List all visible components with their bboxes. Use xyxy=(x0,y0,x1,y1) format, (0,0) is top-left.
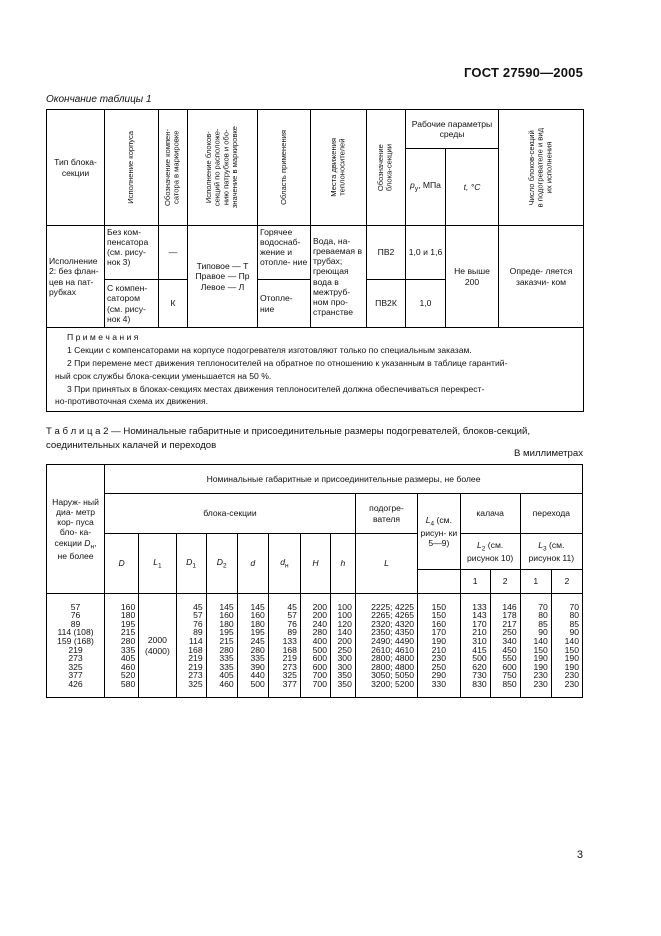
units-label: В миллиметрах xyxy=(513,448,583,459)
table2-cell: 550 xyxy=(502,653,517,664)
table2-cell: 150 xyxy=(431,610,446,621)
header-perehoda: перехода xyxy=(520,494,582,534)
table2-cell: 620 xyxy=(472,661,487,672)
header-heater: подогре- вателя xyxy=(355,494,417,534)
row-type: Исполнение 2: без флан- цев на пат- рубках xyxy=(47,226,105,328)
header-kalacha-1: 1 xyxy=(460,570,490,594)
table2-cell: 168 xyxy=(188,644,203,655)
table2-cell: 70 xyxy=(538,601,548,612)
table2-cell: 120 xyxy=(337,618,352,629)
header-col-D: D xyxy=(105,534,139,594)
table2-cell: 195 xyxy=(250,627,265,638)
table2-cell: 200 xyxy=(312,610,327,621)
table2-cell: 377 xyxy=(68,670,83,681)
col-D1 xyxy=(176,594,206,698)
table2-cell: 100 xyxy=(337,610,352,621)
table1-notes xyxy=(47,328,584,412)
table2-cell: 325 xyxy=(282,670,297,681)
table2-cell: 325 xyxy=(68,661,83,672)
table2-cell: 325 xyxy=(188,678,203,689)
table2-cell: 730 xyxy=(472,670,487,681)
table2-cell: 150 xyxy=(431,601,446,612)
col-D2 xyxy=(206,594,237,698)
table2-caption-line: Т а б л и ц а 2 — Номинальные габаритные и присоединительные размеры подогревателей, блоков-секций, xyxy=(46,426,531,437)
table2-cell: 200 xyxy=(312,601,327,612)
header-col-H: H xyxy=(300,534,330,594)
table2-cell: 89 xyxy=(193,627,203,638)
table2-cell: 2350; 4350 xyxy=(371,627,415,638)
header-application: Область применения xyxy=(258,110,311,226)
header-col-d: d xyxy=(237,534,268,594)
row-count: Опреде- ляется заказчи- ком xyxy=(499,226,584,328)
document-number: ГОСТ 27590—2005 xyxy=(464,65,583,80)
table2-cell: 219 xyxy=(188,661,203,672)
col-H xyxy=(300,594,330,698)
table2-cell: 230 xyxy=(533,678,548,689)
note-line: 1 Секции с компенсаторами на корпусе подогревателя изготовляют только по специальным заказам. xyxy=(67,344,472,355)
table2-cell: 76 xyxy=(193,618,203,629)
table2-cell: 300 xyxy=(337,661,352,672)
table2-cell: 3050; 5050 xyxy=(371,670,415,681)
table2-cell: 377 xyxy=(282,678,297,689)
table2-cell: 280 xyxy=(250,644,265,655)
table2-cell: 335 xyxy=(120,644,136,655)
row-application-2: Отопле- ние xyxy=(258,280,311,328)
table2-cell: 290 xyxy=(431,670,446,681)
header-col-dn: $d_н$ xyxy=(268,534,300,594)
table2-cell: 133 xyxy=(472,601,487,612)
table2-caption xyxy=(46,425,586,453)
row-body-2: С компен- сатором (см. рису- нок 4) xyxy=(105,280,159,328)
table2-cell: 114 xyxy=(188,635,203,646)
table2-cell: 70 xyxy=(569,601,579,612)
table2-cell: 160 xyxy=(250,610,265,621)
col-perehoda-2 xyxy=(551,594,582,698)
table2-cell: 2800; 4800 xyxy=(371,653,415,664)
table2-cell: 500 xyxy=(250,678,265,689)
table2-cell: 280 xyxy=(120,635,136,646)
table2-cell: 168 xyxy=(282,644,297,655)
table2-cell: 2490; 4490 xyxy=(371,635,415,646)
col-L4 xyxy=(418,594,461,698)
table2-cell: 145 xyxy=(219,601,234,612)
table2-cell: 170 xyxy=(472,618,487,629)
col-L xyxy=(355,594,417,698)
table2 xyxy=(46,464,583,698)
table2-cell: 335 xyxy=(250,653,265,664)
table2-cell: 390 xyxy=(250,661,265,672)
table2-cell: 2320; 4320 xyxy=(371,618,415,629)
table2-cell: 180 xyxy=(250,618,265,629)
table2-cell: 219 xyxy=(188,653,203,664)
header-block-designation: Обозначение блока-секции xyxy=(367,110,406,226)
col-kalacha-2 xyxy=(490,594,520,698)
table2-cell: 140 xyxy=(337,627,352,638)
table2-cell: 850 xyxy=(502,678,517,689)
header-top: Номинальные габаритные и присоединительные размеры, не более xyxy=(105,465,583,494)
header-pressure: $p_у$, МПа xyxy=(406,149,446,226)
table2-cell: 219 xyxy=(282,653,297,664)
col-diameter xyxy=(47,594,105,698)
header-blocks: блока-секции xyxy=(105,494,356,534)
table2-cell: 280 xyxy=(219,644,234,655)
table2-cell: 190 xyxy=(564,653,579,664)
table2-cell: 426 xyxy=(68,678,83,689)
table2-cell: 76 xyxy=(287,618,297,629)
header-col-D2: $D_2$ xyxy=(206,534,237,594)
table2-cell: 600 xyxy=(312,653,327,664)
table2-cell: 700 xyxy=(312,670,327,681)
table2-cell: 450 xyxy=(502,644,517,655)
row-comp-2: К xyxy=(159,280,188,328)
table2-cell: 190 xyxy=(533,661,548,672)
table2-cell: 57 xyxy=(287,610,297,621)
table2-cell: 600 xyxy=(502,661,517,672)
table2-cell: 200 xyxy=(337,635,352,646)
table2-cell: 159 (168) xyxy=(57,635,94,646)
table2-cell: 273 xyxy=(282,661,297,672)
table2-cell: 335 xyxy=(219,661,234,672)
table2-cell: 215 xyxy=(120,627,136,638)
header-type: Тип блока-секции xyxy=(47,110,105,226)
table2-data-row xyxy=(47,594,583,698)
table2-cell: 273 xyxy=(188,670,203,681)
table2-cell: 90 xyxy=(538,627,548,638)
col-perehoda-1 xyxy=(520,594,551,698)
table2-cell: 133 xyxy=(282,635,297,646)
table2-cell: 89 xyxy=(70,618,81,629)
col-kalacha-1 xyxy=(460,594,490,698)
table2-caption-line: соединительных калачей и переходов xyxy=(46,439,217,451)
table2-cell: 140 xyxy=(564,635,579,646)
table2-cell: 85 xyxy=(538,618,548,629)
table2-cell: 160 xyxy=(219,610,234,621)
table2-cell: 500 xyxy=(472,653,487,664)
row-flow: Вода, на- греваемая в трубах; греющая вода в межтруб- ном про- странстве xyxy=(311,226,367,328)
table2-cell: 160 xyxy=(120,601,136,612)
table2-cell: 150 xyxy=(533,644,548,655)
table2-cell: 3200; 5200 xyxy=(371,678,415,689)
header-col-L: L xyxy=(355,534,417,594)
table2-cell: 250 xyxy=(431,661,446,672)
table2-cell: 350 xyxy=(337,670,352,681)
table2-cell: 330 xyxy=(431,678,446,689)
table2-cell: 80 xyxy=(538,610,548,621)
page-number: 3 xyxy=(576,849,583,861)
table2-cell: 190 xyxy=(431,635,446,646)
table2-cell: 219 xyxy=(68,644,83,655)
table2-cell: 580 xyxy=(120,678,136,689)
col-d xyxy=(237,594,268,698)
table2-cell: 250 xyxy=(502,627,517,638)
table2-cell: 89 xyxy=(287,627,297,638)
table2-cell: 415 xyxy=(472,644,487,655)
table2-cell: 217 xyxy=(502,618,517,629)
table2-cell: 273 xyxy=(68,653,83,664)
table2-cell: 57 xyxy=(193,610,203,621)
table2-cell: 300 xyxy=(337,653,352,664)
col-L1: 2000 (4000) xyxy=(139,594,176,698)
table2-cell: 145 xyxy=(250,601,265,612)
row-pressure-1: 1,0 и 1,6 xyxy=(406,226,446,280)
table2-cell: 230 xyxy=(564,670,579,681)
table2-cell: 210 xyxy=(472,627,487,638)
note-line: ный срок службы блока-секции уменьшается на 50 %. xyxy=(55,370,272,381)
col-dn xyxy=(268,594,300,698)
table2-cell: 230 xyxy=(431,653,446,664)
table2-cell: 150 xyxy=(564,644,579,655)
table2-cell: 160 xyxy=(431,618,446,629)
row-temperature: Не выше 200 xyxy=(446,226,499,328)
table2-cell: 500 xyxy=(312,644,327,655)
row-designation-1: ПВ2 xyxy=(367,226,406,280)
table2-cell: 114 (108) xyxy=(57,627,94,638)
table2-cell: 140 xyxy=(533,635,548,646)
note-line: 3 При принятых в блоках-секциях местах движения теплоносителей должна обеспечиваться перекрест- xyxy=(67,383,485,394)
table2-cell: 215 xyxy=(219,635,234,646)
header-block-execution: Исполнение блоков- секций по расположе- нию патрубков и обо- значение в маркировке xyxy=(188,110,258,226)
table2-cell: 335 xyxy=(219,653,234,664)
table2-cell: 280 xyxy=(312,627,327,638)
table2-cell: 76 xyxy=(70,610,81,621)
table2-cell: 2610; 4610 xyxy=(371,644,415,655)
table2-cell: 210 xyxy=(431,644,446,655)
header-kalacha-2: 2 xyxy=(490,570,520,594)
table2-cell: 190 xyxy=(564,661,579,672)
table1-caption: Окончание таблицы 1 xyxy=(46,94,152,105)
header-temperature: t, °C xyxy=(446,149,499,226)
table2-cell: 180 xyxy=(219,618,234,629)
table2-cell: 45 xyxy=(287,601,297,612)
header-diameter: Наруж- ный диа- метр кор- пуса бло- ка-секции $D_н$, не более xyxy=(47,465,105,594)
header-col-D1: $D_1$ xyxy=(176,534,206,594)
header-col-h: h xyxy=(331,534,356,594)
header-L2: $L_2$ (см. рисунок 10) xyxy=(460,534,520,570)
table2-cell: 85 xyxy=(569,618,579,629)
header-flow-place: Места движения теплоносителей xyxy=(311,110,367,226)
table2-cell: 350 xyxy=(337,678,352,689)
col-D xyxy=(105,594,139,698)
table2-cell: 250 xyxy=(337,644,352,655)
table2-cell: 170 xyxy=(431,627,446,638)
header-perehoda-1: 1 xyxy=(520,570,551,594)
header-L4: $L_4$ (см. рисун- ки 5—9) xyxy=(418,494,461,570)
table2-cell: 230 xyxy=(533,670,548,681)
table1 xyxy=(46,109,584,412)
row-block-execution: Типовое — Т Правое — Пр Левое — Л xyxy=(188,226,258,328)
row-body-1: Без ком- пенсатора (см. рису- нок 3) xyxy=(105,226,159,280)
table2-cell: 45 xyxy=(193,601,203,612)
table2-cell: 520 xyxy=(120,670,136,681)
table2-cell: 405 xyxy=(219,670,234,681)
table2-cell: 2225; 4225 xyxy=(371,601,415,612)
table2-cell: 240 xyxy=(312,618,327,629)
table2-cell: 195 xyxy=(219,627,234,638)
header-perehoda-2: 2 xyxy=(551,570,582,594)
table2-cell: 180 xyxy=(120,610,136,621)
note-line: но-противоточная схема их движения. xyxy=(55,396,209,407)
table2-cell: 230 xyxy=(564,678,579,689)
notes-title: П р и м е ч а н и я xyxy=(67,332,139,342)
table2-cell: 750 xyxy=(502,670,517,681)
row-pressure-2: 1,0 xyxy=(406,280,446,328)
table2-cell: 310 xyxy=(472,635,487,646)
table2-cell: 80 xyxy=(569,610,579,621)
table2-cell: 90 xyxy=(569,627,579,638)
header-compensator-marking: Обозначение компен- сатора в маркировке xyxy=(159,110,188,226)
table2-cell: 830 xyxy=(472,678,487,689)
table2-cell: 195 xyxy=(120,618,136,629)
header-L4-spacer xyxy=(418,570,461,594)
table2-cell: 143 xyxy=(472,610,487,621)
table2-cell: 340 xyxy=(502,635,517,646)
header-working-params: Рабочие параметры среды xyxy=(406,110,499,149)
table2-cell: 178 xyxy=(502,610,517,621)
table2-cell: 245 xyxy=(250,635,265,646)
table2-cell: 405 xyxy=(120,653,136,664)
col-h xyxy=(331,594,356,698)
table2-cell: 57 xyxy=(70,601,81,612)
header-col-L1: $L_1$ xyxy=(139,534,176,594)
table2-cell: 190 xyxy=(533,653,548,664)
header-body-execution: Исполнение корпуса xyxy=(105,110,159,226)
table2-cell: 700 xyxy=(312,678,327,689)
row-application-1: Горячее водоснаб- жение и отопле- ние xyxy=(258,226,311,280)
table2-cell: 440 xyxy=(250,670,265,681)
header-kalacha: калача xyxy=(460,494,520,534)
header-count: Число блоков-секций в подогревателе и вид их исполнения xyxy=(499,110,584,226)
row-comp-1: — xyxy=(159,226,188,280)
header-L3: $L_3$ (см. рисунок 11) xyxy=(520,534,582,570)
row-designation-2: ПВ2К xyxy=(367,280,406,328)
table2-cell: 146 xyxy=(502,601,517,612)
table2-cell: 460 xyxy=(219,678,234,689)
table2-cell: 460 xyxy=(120,661,136,672)
table2-cell: 2265; 4265 xyxy=(371,610,415,621)
table2-cell: 2800; 4800 xyxy=(371,661,415,672)
table2-cell: 600 xyxy=(312,661,327,672)
table2-cell: 100 xyxy=(337,601,352,612)
note-line: 2 При перемене мест движения теплоносителей на обратное по отношению к указанным в таблице гарантий- xyxy=(67,357,508,368)
table2-cell: 400 xyxy=(312,635,327,646)
